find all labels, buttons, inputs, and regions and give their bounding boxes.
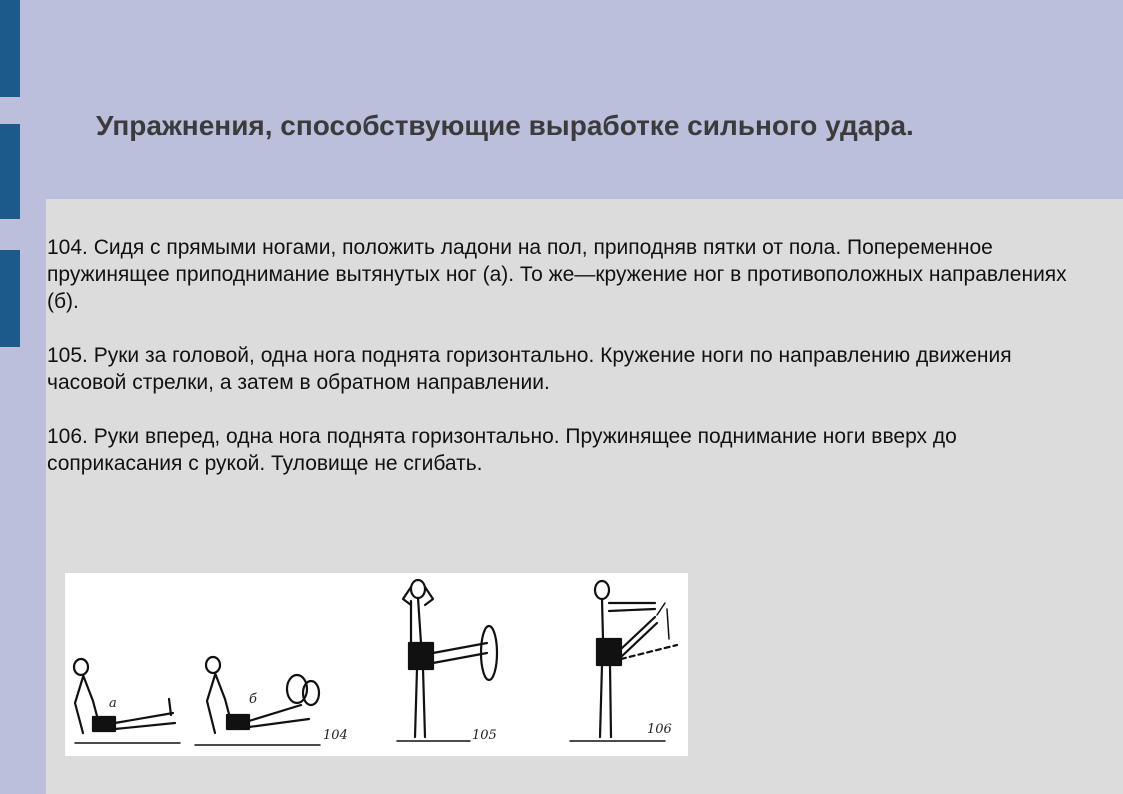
accent-bar-top: [0, 0, 20, 97]
label-106: 106: [647, 722, 672, 737]
exercise-illustration: [65, 573, 688, 756]
figure-104b-drawing: [195, 657, 320, 745]
label-104: 104: [323, 728, 348, 743]
label-105: 105: [472, 728, 497, 743]
accent-bar-middle: [0, 124, 20, 219]
figure-104a-drawing: [74, 659, 180, 743]
slide-title: Упражнения, способствующие выработке сильного удара.: [96, 110, 914, 141]
label-a: а: [109, 696, 117, 711]
content-panel: [46, 199, 1123, 794]
exercise-106-text: 106. Руки вперед, одна нога поднята горизонтально. Пружинящее поднимание ноги вверх до соприкасания с рукой. Туловище не сгибать.: [47, 425, 957, 475]
figure-106-drawing: [570, 581, 677, 741]
exercise-drawings: [65, 573, 688, 756]
exercise-105-text: 105. Руки за головой, одна нога поднята горизонтально. Кружение ноги по направлению движения часовой стрелки, а затем в обратном направлении.: [47, 344, 1012, 394]
accent-bar-bottom: [0, 250, 20, 347]
figure-105-drawing: [397, 580, 497, 741]
label-b: б: [249, 692, 257, 707]
exercise-104-text: 104. Сидя с прямыми ногами, положить ладони на пол, приподняв пятки от пола. Попеременное пружинящее приподнимание вытянутых ног (а). То же—кружение ног в противоположных направлениях (б).: [47, 236, 1067, 313]
